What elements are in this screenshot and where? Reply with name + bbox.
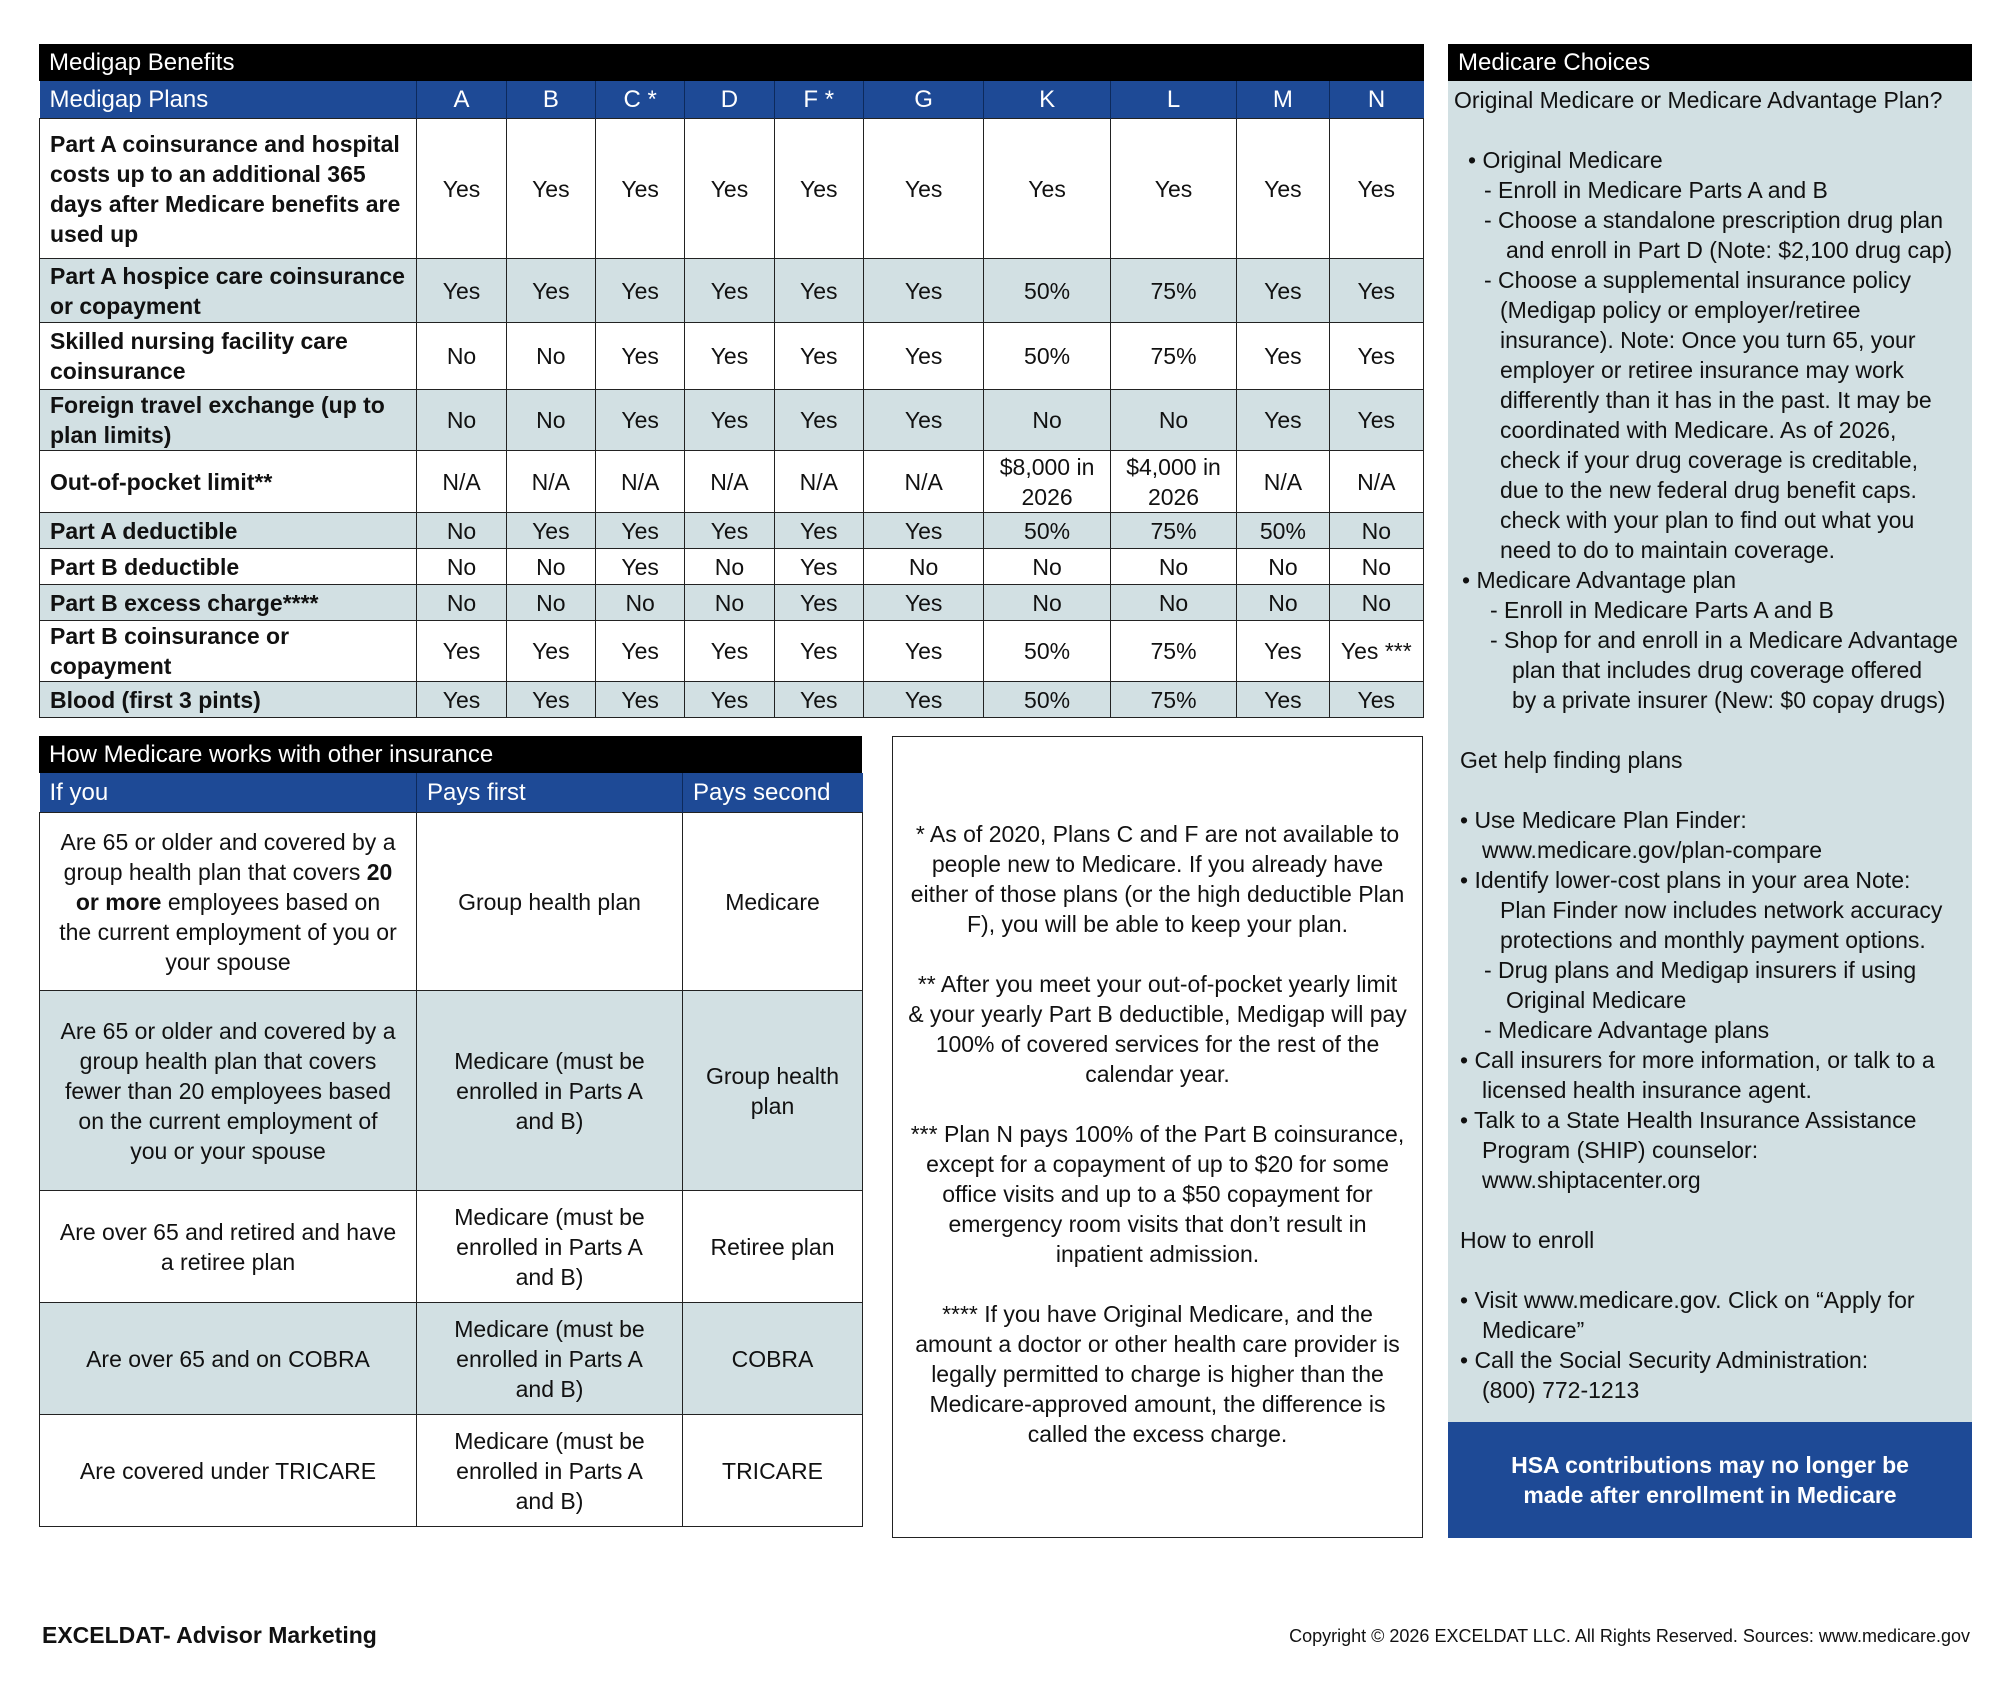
choices-line: (800) 772-1213	[1482, 1377, 1640, 1403]
choices-line: (Medigap policy or employer/retiree	[1500, 297, 1861, 323]
benefit-value: Yes	[685, 682, 774, 718]
benefit-label: Out-of-pocket limit**	[40, 451, 417, 513]
choices-line: - Drug plans and Medigap insurers if using	[1484, 957, 1917, 983]
table-row	[40, 390, 1424, 451]
benefit-value: Yes	[595, 119, 684, 259]
choices-line: • Use Medicare Plan Finder:	[1460, 807, 1747, 833]
benefit-label: Part A coinsurance and hospital costs up to an additional 365 days after Medicare benefits are used up	[40, 119, 417, 259]
benefit-value: Yes	[1237, 682, 1329, 718]
benefit-value: No	[506, 390, 595, 451]
choices-line: Plan Finder now includes network accuracy	[1500, 897, 1943, 923]
benefit-value: No	[417, 513, 506, 549]
choices-line: - Enroll in Medicare Parts A and B	[1490, 597, 1834, 623]
benefit-value: Yes	[417, 682, 506, 718]
plan-header: L	[1110, 81, 1236, 119]
benefit-value: 75%	[1110, 682, 1236, 718]
benefit-value: No	[1329, 549, 1423, 585]
benefit-value: No	[417, 390, 506, 451]
footnote-plan-n: *** Plan N pays 100% of the Part B coinsurance, except for a copayment of up to $20 for some office visits and up to a $50 copayment for emergency room visits that don’t result in inpatient admission.	[910, 1121, 1405, 1267]
benefit-value: Yes	[685, 119, 774, 259]
choices-spacer	[1454, 1255, 1964, 1285]
choices-line: - Enroll in Medicare Parts A and B	[1484, 177, 1828, 203]
footnote-plans-c-f: * As of 2020, Plans C and F are not available to people new to Medicare. If you already have either of those plans (or the high deductible Plan F), you will be able to keep your plan.	[910, 821, 1405, 937]
medigap-title: Medigap Benefits	[39, 44, 1424, 81]
choices-line: www.shiptacenter.org	[1482, 1167, 1701, 1193]
plan-header: C *	[595, 81, 684, 119]
benefit-value: No	[506, 323, 595, 390]
benefit-value: No	[984, 549, 1110, 585]
benefit-value: Yes	[1329, 119, 1423, 259]
benefit-label: Part B coinsurance or copayment	[40, 621, 417, 682]
plan-header: D	[685, 81, 774, 119]
choices-line: check if your drug coverage is creditable,	[1500, 447, 1919, 473]
choices-line: • Talk to a State Health Insurance Assistance	[1460, 1107, 1917, 1133]
benefit-value: Yes	[863, 513, 983, 549]
benefit-value: N/A	[417, 451, 506, 513]
choices-line: employer or retiree insurance may work	[1500, 357, 1904, 383]
benefit-value: 75%	[1110, 621, 1236, 682]
benefit-value: Yes	[506, 621, 595, 682]
choices-line: coordinated with Medicare. As of 2026,	[1500, 417, 1897, 443]
benefit-value: No	[506, 549, 595, 585]
benefit-value: Yes	[1329, 682, 1423, 718]
benefit-value: Yes	[685, 621, 774, 682]
choices-line: insurance). Note: Once you turn 65, your	[1500, 327, 1916, 353]
pays-second-cell: TRICARE	[683, 1415, 863, 1527]
benefit-value: Yes	[595, 323, 684, 390]
benefit-label: Part B excess charge****	[40, 585, 417, 621]
benefit-value: No	[1329, 513, 1423, 549]
choices-line: need to do to maintain coverage.	[1500, 537, 1836, 563]
choices-line: - Choose a supplemental insurance policy	[1484, 267, 1912, 293]
medigap-table	[39, 81, 1424, 718]
benefit-value: 50%	[984, 682, 1110, 718]
benefit-value: Yes	[774, 323, 863, 390]
choices-line: plan that includes drug coverage offered	[1512, 657, 1923, 683]
benefit-value: Yes	[595, 549, 684, 585]
choices-line: Original Medicare or Medicare Advantage Plan?	[1454, 87, 1943, 113]
benefit-value: $8,000 in 2026	[984, 451, 1110, 513]
benefit-label: Foreign travel exchange (up to plan limits)	[40, 390, 417, 451]
medicare-choices-panel	[1448, 44, 1972, 1538]
footer-brand: EXCELDAT- Advisor Marketing	[42, 1622, 377, 1648]
pays-second-cell: Retiree plan	[683, 1191, 863, 1303]
benefit-value: Yes	[417, 259, 506, 323]
benefit-value: Yes	[506, 259, 595, 323]
choices-spacer	[1454, 115, 1964, 145]
benefit-value: Yes	[1237, 119, 1329, 259]
benefit-value: Yes	[1110, 119, 1236, 259]
benefit-value: Yes	[774, 119, 863, 259]
table-row	[40, 585, 1424, 621]
benefit-value: No	[417, 549, 506, 585]
benefit-value: 50%	[1237, 513, 1329, 549]
pays-second-cell: Medicare	[683, 813, 863, 991]
benefit-value: No	[417, 323, 506, 390]
benefit-value: $4,000 in 2026	[1110, 451, 1236, 513]
footnote-excess-charge: **** If you have Original Medicare, and the amount a doctor or other health care provider is legally permitted to charge is higher than the Medicare-approved amount, the difference is called the excess charge.	[915, 1301, 1400, 1447]
benefit-value: No	[685, 585, 774, 621]
choices-line: check with your plan to find out what you	[1500, 507, 1915, 533]
plan-header: K	[984, 81, 1110, 119]
benefit-value: Yes	[1329, 323, 1423, 390]
pays-first-cell: Medicare (must be enrolled in Parts A and B)	[417, 1415, 683, 1527]
benefit-value: Yes	[1237, 259, 1329, 323]
benefit-value: Yes	[863, 621, 983, 682]
benefit-value: Yes	[417, 621, 506, 682]
choices-line: • Visit www.medicare.gov. Click on “Apply for	[1460, 1287, 1915, 1313]
choices-line: protections and monthly payment options.	[1500, 927, 1926, 953]
benefit-value: Yes	[685, 390, 774, 451]
if-text-end: employees based on the current employment of you or your spouse	[59, 888, 397, 975]
choices-line: www.medicare.gov/plan-compare	[1482, 837, 1823, 863]
benefit-value: Yes	[774, 621, 863, 682]
benefit-value: Yes	[595, 259, 684, 323]
benefit-value: No	[984, 390, 1110, 451]
benefit-value: No	[1110, 549, 1236, 585]
plan-header: M	[1237, 81, 1329, 119]
choices-line: by a private insurer (New: $0 copay drugs)	[1512, 687, 1946, 713]
benefit-value: Yes	[863, 323, 983, 390]
footnotes-panel	[892, 736, 1423, 1538]
benefit-value: Yes	[863, 682, 983, 718]
medicare-choices-body	[1448, 81, 1972, 1405]
table-row	[40, 259, 1424, 323]
benefit-value: No	[685, 549, 774, 585]
benefit-value: N/A	[1329, 451, 1423, 513]
benefit-value: Yes	[685, 323, 774, 390]
hsa-notice-line: made after enrollment in Medicare	[1523, 1482, 1897, 1508]
benefit-value: Yes	[774, 390, 863, 451]
pays-first-cell: Medicare (must be enrolled in Parts A and B)	[417, 991, 683, 1191]
if-you-cell	[40, 813, 417, 991]
table-row	[40, 1191, 863, 1303]
choices-line: Medicare”	[1482, 1317, 1585, 1343]
hsa-notice-line: HSA contributions may no longer be	[1511, 1452, 1909, 1478]
benefit-value: 50%	[984, 323, 1110, 390]
benefit-value: Yes	[863, 390, 983, 451]
plan-header: A	[417, 81, 506, 119]
table-row	[40, 323, 1424, 390]
benefit-value: No	[984, 585, 1110, 621]
benefit-value: N/A	[506, 451, 595, 513]
choices-spacer	[1454, 1195, 1964, 1225]
benefit-value: 50%	[984, 513, 1110, 549]
benefit-value: Yes	[595, 513, 684, 549]
pays-second-cell: COBRA	[683, 1303, 863, 1415]
header-pays-second: Pays second	[683, 773, 863, 813]
benefit-value: No	[595, 585, 684, 621]
benefit-value: Yes	[863, 259, 983, 323]
benefit-value: Yes	[506, 513, 595, 549]
table-row	[40, 451, 1424, 513]
hsa-notice-banner	[1448, 1422, 1972, 1538]
benefit-value: Yes	[506, 682, 595, 718]
benefit-value: Yes	[685, 513, 774, 549]
choices-line: • Call the Social Security Administration:	[1460, 1347, 1869, 1373]
table-row	[40, 813, 863, 991]
benefit-value: N/A	[774, 451, 863, 513]
medigap-plans-header: Medigap Plans	[40, 81, 417, 119]
other-insurance-table	[39, 773, 863, 1527]
benefit-value: Yes	[1329, 390, 1423, 451]
footer-copyright: Copyright © 2026 EXCELDAT LLC. All Rights Reserved. Sources: www.medicare.gov	[1289, 1626, 1970, 1646]
choices-spacer	[1454, 775, 1964, 805]
other-insurance-title: How Medicare works with other insurance	[39, 736, 862, 773]
benefit-value: No	[1110, 585, 1236, 621]
choices-line: due to the new federal drug benefit caps.	[1500, 477, 1917, 503]
table-row	[40, 119, 1424, 259]
header-if-you: If you	[40, 773, 417, 813]
pays-first-cell: Group health plan	[417, 813, 683, 991]
benefit-value: Yes	[774, 585, 863, 621]
benefit-label: Part A deductible	[40, 513, 417, 549]
footnote-out-of-pocket: ** After you meet your out-of-pocket yearly limit & your yearly Part B deductible, Medigap will pay 100% of covered services for the rest of the calendar year.	[908, 971, 1407, 1087]
benefit-value: Yes	[595, 390, 684, 451]
if-you-cell: Are over 65 and retired and have a retiree plan	[40, 1191, 417, 1303]
choices-line: - Medicare Advantage plans	[1484, 1017, 1770, 1043]
choices-line: Get help finding plans	[1460, 747, 1683, 773]
benefit-value: Yes	[984, 119, 1110, 259]
benefit-value: No	[1237, 549, 1329, 585]
benefit-label: Part A hospice care coinsurance or copayment	[40, 259, 417, 323]
if-you-cell: Are over 65 and on COBRA	[40, 1303, 417, 1415]
benefit-value: N/A	[1237, 451, 1329, 513]
if-you-cell: Are covered under TRICARE	[40, 1415, 417, 1527]
benefit-value: No	[506, 585, 595, 621]
choices-line: - Choose a standalone prescription drug plan	[1484, 207, 1944, 233]
benefit-value: Yes	[506, 119, 595, 259]
choices-line: • Original Medicare	[1468, 147, 1663, 173]
choices-line: and enroll in Part D (Note: $2,100 drug cap)	[1506, 237, 1953, 263]
benefit-value: 75%	[1110, 323, 1236, 390]
benefit-value: Yes	[1329, 259, 1423, 323]
choices-line: differently than it has in the past. It may be	[1500, 387, 1932, 413]
other-insurance-header-row	[40, 773, 863, 813]
if-text-start: Are 65 or older and covered by a group health plan that covers	[60, 828, 396, 885]
benefit-value: Yes	[1237, 323, 1329, 390]
plan-header: F *	[774, 81, 863, 119]
choices-line: - Shop for and enroll in a Medicare Advantage	[1490, 627, 1958, 653]
medigap-benefits-panel	[39, 44, 1424, 718]
choices-line: Original Medicare	[1506, 987, 1687, 1013]
benefit-value: Yes	[774, 513, 863, 549]
medicare-choices-title: Medicare Choices	[1448, 44, 1972, 81]
choices-line: Program (SHIP) counselor:	[1482, 1137, 1759, 1163]
choices-line: How to enroll	[1460, 1227, 1595, 1253]
benefit-value: No	[1237, 585, 1329, 621]
table-row	[40, 1415, 863, 1527]
benefit-value: 75%	[1110, 259, 1236, 323]
choices-line: • Identify lower-cost plans in your area Note:	[1460, 867, 1911, 893]
table-row	[40, 682, 1424, 718]
table-row	[40, 513, 1424, 549]
benefit-label: Part B deductible	[40, 549, 417, 585]
medigap-header-row	[40, 81, 1424, 119]
benefit-value: Yes	[1237, 390, 1329, 451]
benefit-value: 50%	[984, 621, 1110, 682]
benefit-value: Yes	[774, 549, 863, 585]
benefit-value: No	[1110, 390, 1236, 451]
table-row	[40, 621, 1424, 682]
benefit-value: 50%	[984, 259, 1110, 323]
pays-second-cell: Group health plan	[683, 991, 863, 1191]
if-you-cell: Are 65 or older and covered by a group health plan that covers fewer than 20 employees based on the current employment of you or your spouse	[40, 991, 417, 1191]
benefit-value: Yes	[417, 119, 506, 259]
choices-line: licensed health insurance agent.	[1482, 1077, 1812, 1103]
choices-line: • Call insurers for more information, or talk to a	[1460, 1047, 1935, 1073]
pays-first-cell: Medicare (must be enrolled in Parts A and B)	[417, 1191, 683, 1303]
benefit-value: No	[863, 549, 983, 585]
benefit-value: N/A	[863, 451, 983, 513]
table-row	[40, 1303, 863, 1415]
benefit-value: No	[417, 585, 506, 621]
table-row	[40, 991, 863, 1191]
benefit-value: Yes	[1237, 621, 1329, 682]
benefit-value: Yes	[863, 119, 983, 259]
benefit-label: Blood (first 3 pints)	[40, 682, 417, 718]
benefit-label: Skilled nursing facility care coinsurance	[40, 323, 417, 390]
other-insurance-panel	[39, 736, 862, 1527]
plan-header: B	[506, 81, 595, 119]
benefit-value: Yes	[774, 259, 863, 323]
benefit-value: 75%	[1110, 513, 1236, 549]
benefit-value: Yes	[774, 682, 863, 718]
benefit-value: Yes	[685, 259, 774, 323]
benefit-value: Yes	[595, 682, 684, 718]
benefit-value: N/A	[595, 451, 684, 513]
if-text-bold: 20 or more	[75, 858, 393, 915]
plan-header: G	[863, 81, 983, 119]
pays-first-cell: Medicare (must be enrolled in Parts A and B)	[417, 1303, 683, 1415]
header-pays-first: Pays first	[417, 773, 683, 813]
choices-line: • Medicare Advantage plan	[1462, 567, 1737, 593]
benefit-value: Yes ***	[1329, 621, 1423, 682]
choices-spacer	[1454, 715, 1964, 745]
benefit-value: Yes	[863, 585, 983, 621]
plan-header: N	[1329, 81, 1423, 119]
benefit-value: Yes	[595, 621, 684, 682]
benefit-value: No	[1329, 585, 1423, 621]
table-row	[40, 549, 1424, 585]
benefit-value: N/A	[685, 451, 774, 513]
